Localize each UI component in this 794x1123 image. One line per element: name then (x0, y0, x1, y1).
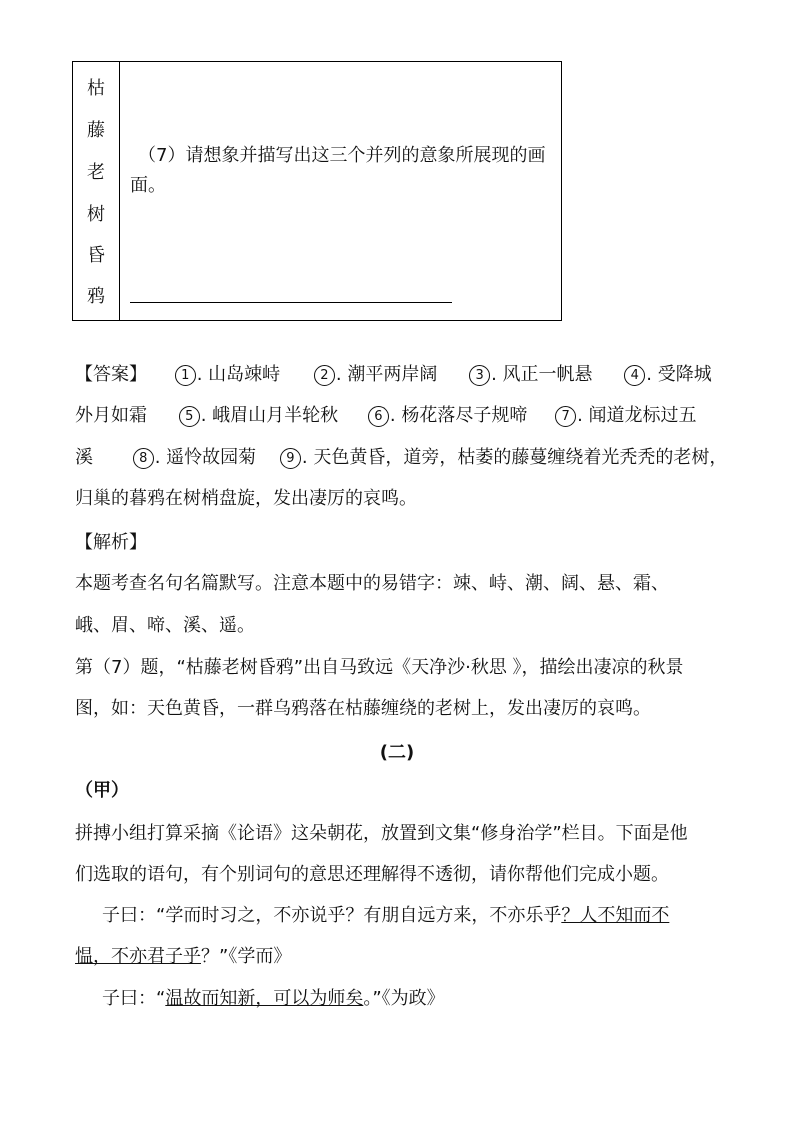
answer-blank-line[interactable] (130, 302, 452, 303)
analysis-label: 【解析】 (75, 532, 147, 553)
underlined-phrase: 温故而知新，可以为师矣 (165, 988, 364, 1009)
quote-text: ？”《学而》 (201, 946, 292, 967)
circled-number: 6 (368, 406, 389, 427)
answer-item: 溪 (75, 447, 93, 468)
circled-number: 2 (314, 365, 335, 386)
intro-line: 拼搏小组打算采摘《论语》这朵朝花，放置到文集“修身治学”栏目。下面是他 (75, 823, 688, 844)
circled-number: 1 (175, 365, 196, 386)
intro-line: 们选取的语句，有个别词句的意思还理解得不透彻，请你帮他们完成小题。 (75, 864, 669, 885)
quote-text: 子曰：“学而时习之，不亦说乎？有朋自远方来，不亦乐乎 (102, 905, 562, 926)
answer-item: . 风正一帆悬 (491, 364, 593, 385)
analysis-line: 图，如：天色黄昏，一群乌鸦落在枯藤缠绕的老树上，发出凄厉的哀鸣。 (75, 698, 651, 719)
section-title: (二) (379, 742, 415, 763)
circled-number: 4 (624, 365, 645, 386)
subsection-label: （甲） (75, 780, 129, 801)
analysis-line: 第（7）题，“枯藤老树昏鸦”出自马致远《天净沙·秋思 》，描绘出凄凉的秋景 (75, 657, 684, 678)
poem-title-column (73, 62, 120, 320)
poem-char: 老 (87, 162, 105, 183)
answer-item: . 峨眉山月半轮秋 (200, 405, 339, 426)
poem-char: 鸦 (87, 286, 105, 307)
quote-text: 子曰：“ (102, 988, 166, 1009)
quote-text: 。”《为政》 (363, 988, 445, 1009)
circled-number: 3 (469, 365, 490, 386)
poem-char: 树 (87, 204, 105, 225)
analysis-line: 峨、眉、啼、溪、遥。 (75, 615, 255, 636)
circled-number: 8 (133, 448, 154, 469)
answer-item: . 杨花落尽子规啼 (389, 405, 528, 426)
underlined-phrase: ？人不知而不 (561, 905, 670, 926)
circled-number: 5 (179, 406, 200, 427)
answer-item: . 闻道龙标过五 (577, 405, 697, 426)
answer-line-1 (75, 363, 712, 387)
question-cell (120, 62, 561, 320)
question-line: （7）请想象并描写出这三个并列的意象所展现的画 (138, 145, 546, 166)
question-line: 面。 (130, 175, 166, 196)
answer-item: . 天色黄昏，道旁，枯萎的藤蔓缠绕着光秃秃的老树， (301, 447, 728, 468)
answer-item: . 潮平两岸阔 (335, 364, 438, 385)
quote-line (102, 987, 445, 1011)
poem-char: 枯 (87, 78, 105, 99)
answer-item: . 遥怜故园菊 (154, 447, 257, 468)
answer-item: 外月如霜 (75, 405, 147, 426)
circled-number: 9 (280, 448, 301, 469)
answer-item: . 山岛竦峙 (196, 364, 281, 385)
poem-char: 藤 (87, 120, 105, 141)
underlined-phrase: 愠，不亦君子乎 (75, 946, 201, 967)
answer-item: . 受降城 (646, 364, 712, 385)
answer-line-2 (75, 404, 697, 428)
question-table (72, 61, 562, 321)
answer-line-4: 归巢的暮鸦在树梢盘旋，发出凄厉的哀鸣。 (75, 488, 417, 509)
question-text (130, 141, 560, 201)
answer-label: 【答案】 (75, 364, 147, 385)
answer-line-3 (75, 446, 727, 470)
quote-line (102, 904, 669, 928)
poem-char: 昏 (87, 245, 105, 266)
analysis-line: 本题考查名句名篇默写。注意本题中的易错字：竦、峙、潮、阔、悬、霜、 (75, 573, 669, 594)
circled-number: 7 (555, 406, 576, 427)
quote-line (75, 945, 291, 969)
